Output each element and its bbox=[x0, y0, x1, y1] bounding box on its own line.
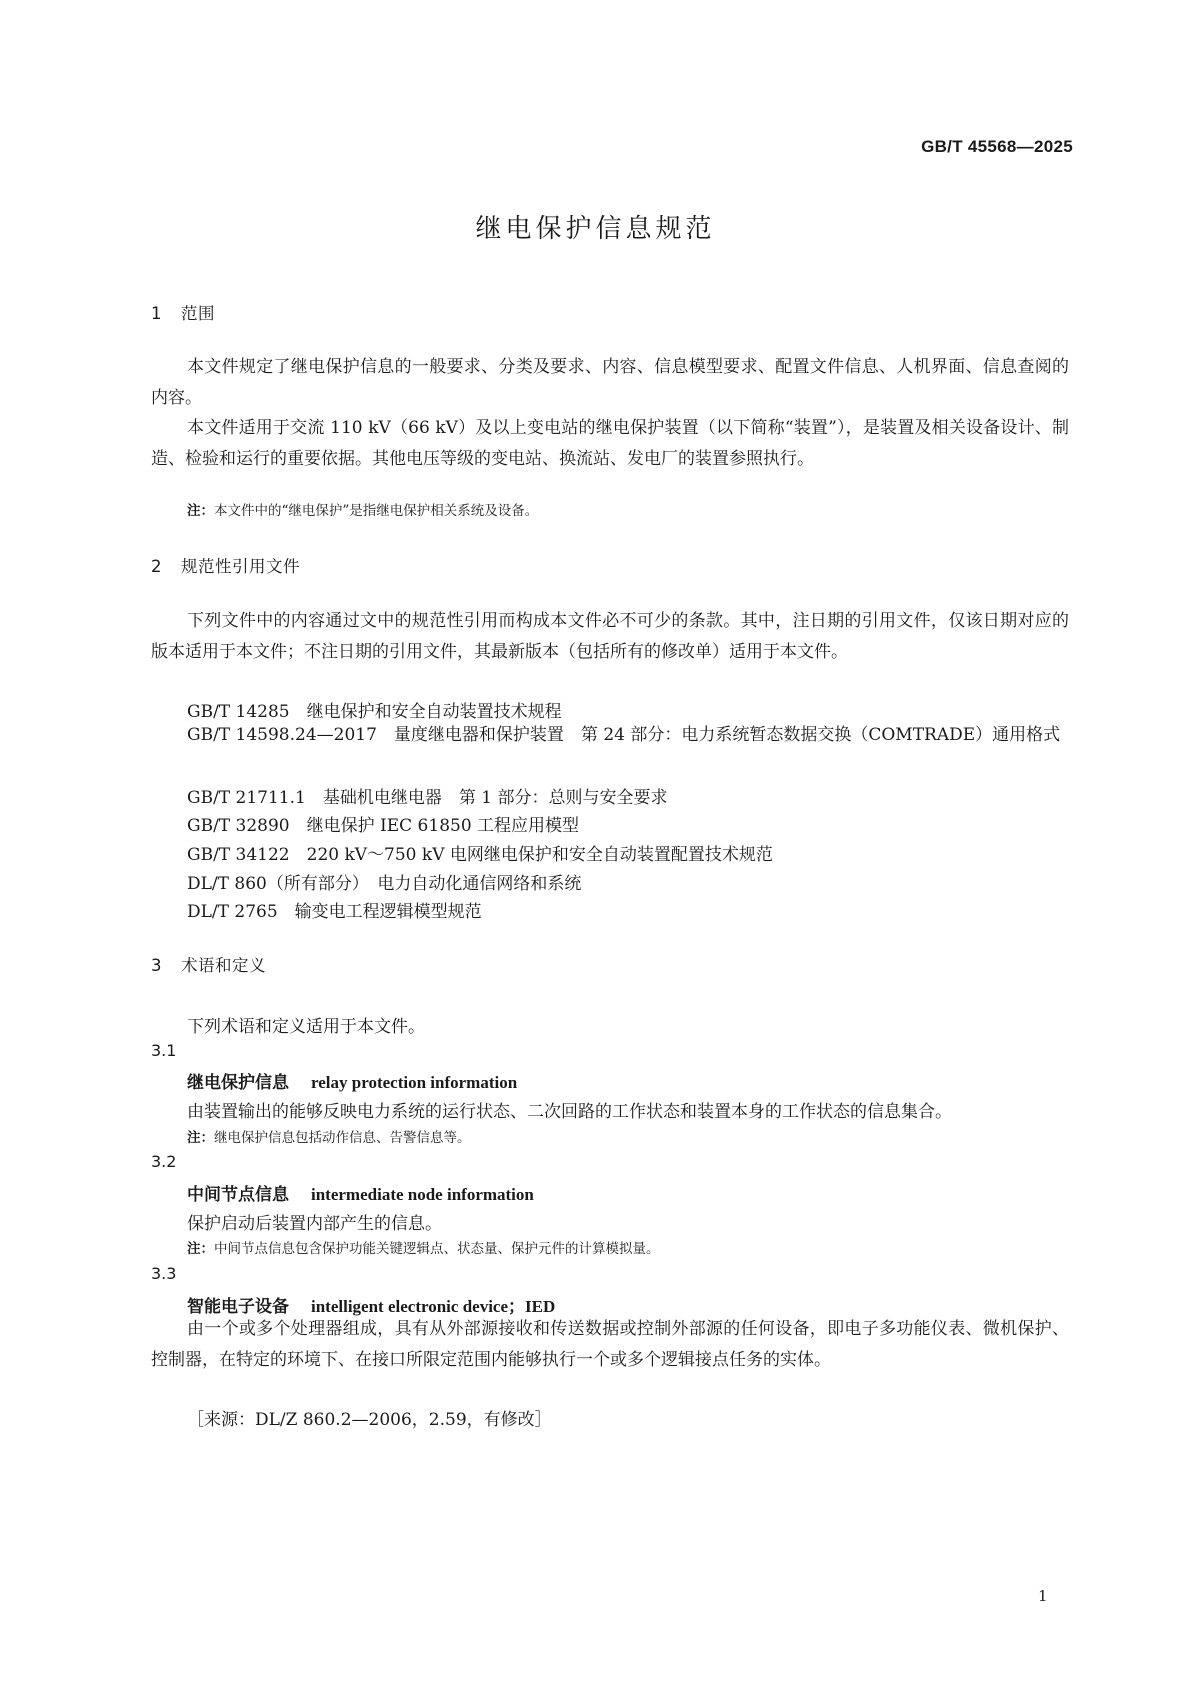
term-name-en: relay protection information bbox=[311, 1073, 518, 1092]
term-name-en: intermediate node information bbox=[311, 1185, 534, 1204]
note-label: 注： bbox=[187, 503, 214, 519]
section-number: 1 bbox=[151, 304, 162, 323]
section-title: 规范性引用文件 bbox=[181, 557, 300, 576]
normative-reference: DL/T 860（所有部分） 电力自动化通信网络和系统 bbox=[187, 874, 582, 894]
standard-number: GB/T 45568—2025 bbox=[921, 137, 1073, 156]
term-name-cn: 中间节点信息 bbox=[187, 1185, 289, 1205]
term-note bbox=[187, 1126, 471, 1146]
normative-reference: DL/T 2765 输变电工程逻辑模型规范 bbox=[187, 902, 482, 922]
term-source: ［来源：DL/Z 860.2—2006，2.59，有修改］ bbox=[187, 1410, 552, 1430]
section-1-note bbox=[187, 499, 538, 519]
term-number: 3.3 bbox=[151, 1264, 177, 1283]
term-note bbox=[187, 1237, 660, 1257]
note-label: 注： bbox=[187, 1241, 214, 1257]
normative-reference: GB/T 14598.24—2017 量度继电器和保护装置 第 24 部分：电力系统暂态数据交换（COMTRADE）通用格式 bbox=[187, 725, 1061, 745]
note-text: 继电保护信息包括动作信息、告警信息等。 bbox=[214, 1130, 471, 1146]
term-name bbox=[187, 1068, 517, 1093]
term-name bbox=[187, 1180, 534, 1205]
term-name-en: intelligent electronic device；IED bbox=[311, 1297, 556, 1316]
note-text: 中间节点信息包含保护功能关键逻辑点、状态量、保护元件的计算模拟量。 bbox=[214, 1241, 660, 1257]
note-label: 注： bbox=[187, 1130, 214, 1146]
normative-reference: GB/T 14285 继电保护和安全自动装置技术规程 bbox=[187, 702, 562, 722]
section-title: 范围 bbox=[181, 304, 215, 323]
section-1-paragraph-2: 本文件适用于交流 110 kV（66 kV）及以上变电站的继电保护装置（以下简称“装置”），是装置及相关设备设计、制造、检验和运行的重要依据。其他电压等级的变电站、换流站、发电厂的装置参照执行。 bbox=[151, 418, 1069, 469]
section-2-heading bbox=[151, 553, 300, 577]
section-1-heading bbox=[151, 300, 215, 324]
term-name-cn: 继电保护信息 bbox=[187, 1073, 289, 1093]
term-definition: 由装置输出的能够反映电力系统的运行状态、二次回路的工作状态和装置本身的工作状态的信息集合。 bbox=[187, 1102, 952, 1122]
term-number: 3.2 bbox=[151, 1152, 177, 1171]
note-text: 本文件中的“继电保护”是指继电保护相关系统及设备。 bbox=[214, 503, 539, 519]
normative-reference: GB/T 34122 220 kV～750 kV 电网继电保护和安全自动装置配置技术规范 bbox=[187, 845, 773, 865]
term-name-cn: 智能电子设备 bbox=[187, 1297, 289, 1317]
section-number: 2 bbox=[151, 557, 162, 576]
term-definition: 保护启动后装置内部产生的信息。 bbox=[187, 1214, 442, 1234]
normative-reference: GB/T 21711.1 基础机电继电器 第 1 部分：总则与安全要求 bbox=[187, 788, 668, 808]
section-1-paragraph-1: 本文件规定了继电保护信息的一般要求、分类及要求、内容、信息模型要求、配置文件信息、人机界面、信息查阅的内容。 bbox=[151, 357, 1069, 408]
normative-reference: GB/T 32890 继电保护 IEC 61850 工程应用模型 bbox=[187, 816, 580, 836]
section-2-intro: 下列文件中的内容通过文中的规范性引用而构成本文件必不可少的条款。其中，注日期的引用文件，仅该日期对应的版本适用于本文件；不注日期的引用文件，其最新版本（包括所有的修改单）适用于本文件。 bbox=[151, 611, 1069, 662]
page-number: 1 bbox=[1038, 1587, 1048, 1605]
term-number: 3.1 bbox=[151, 1041, 177, 1060]
section-3-intro: 下列术语和定义适用于本文件。 bbox=[187, 1017, 425, 1037]
document-title: 继电保护信息规范 bbox=[475, 214, 716, 244]
section-title: 术语和定义 bbox=[181, 956, 266, 975]
section-3-heading bbox=[151, 952, 266, 976]
term-definition: 由一个或多个处理器组成，具有从外部源接收和传送数据或控制外部源的任何设备，即电子多功能仪表、微机保护、控制器，在特定的环境下、在接口所限定范围内能够执行一个或多个逻辑接点任务的实体。 bbox=[151, 1319, 1069, 1370]
section-number: 3 bbox=[151, 956, 162, 975]
